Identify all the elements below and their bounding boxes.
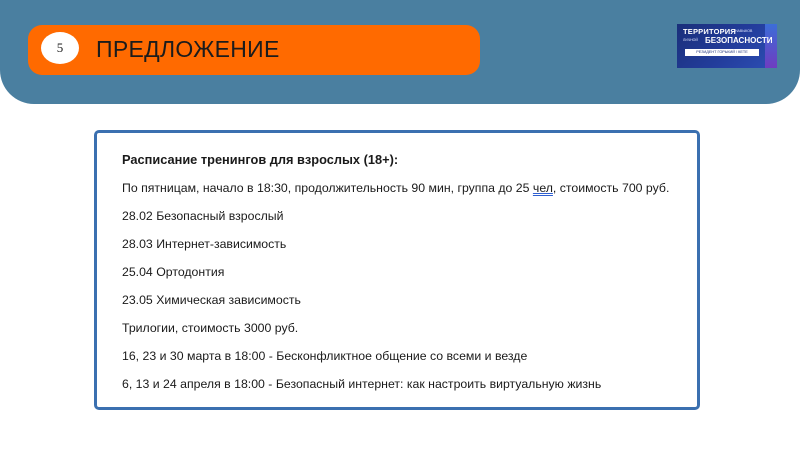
brand-logo <box>677 24 777 68</box>
slide-number-badge: 5 <box>41 32 79 64</box>
logo-text-small1: НАВЫКОВ <box>735 29 753 33</box>
intro-text-before: По пятницам, начало в 18:30, продолжительность 90 мин, группа до 25 <box>122 181 533 195</box>
schedule-item: 16, 23 и 30 марта в 18:00 - Бесконфликтное общение со всеми и везде <box>122 349 528 363</box>
logo-subtitle: РЕЗИДЕНТ ГОРЬКИЙ / КЕТЕ <box>685 49 759 56</box>
logo-text-line2: БЕЗОПАСНОСТИ <box>705 36 773 45</box>
schedule-item: 28.03 Интернет-зависимость <box>122 237 287 251</box>
schedule-intro <box>122 180 669 196</box>
logo-text-small2: ЛИЧНОЙ <box>683 38 698 42</box>
logo-text-line1: ТЕРРИТОРИЯ <box>683 27 736 36</box>
schedule-item: Трилогии, стоимость 3000 руб. <box>122 321 299 335</box>
intro-text-after: , стоимость 700 руб. <box>552 181 670 195</box>
page-title: ПРЕДЛОЖЕНИЕ <box>96 36 280 62</box>
schedule-item: 25.04 Ортодонтия <box>122 265 225 279</box>
schedule-item: 23.05 Химическая зависимость <box>122 293 301 307</box>
schedule-item: 28.02 Безопасный взрослый <box>122 209 284 223</box>
logo-stripe <box>765 24 777 68</box>
intro-text-underlined: чел <box>532 181 553 195</box>
schedule-heading: Расписание тренингов для взрослых (18+): <box>122 152 399 167</box>
schedule-item: 6, 13 и 24 апреля в 18:00 - Безопасный интернет: как настроить виртуальную жизнь <box>122 377 602 391</box>
